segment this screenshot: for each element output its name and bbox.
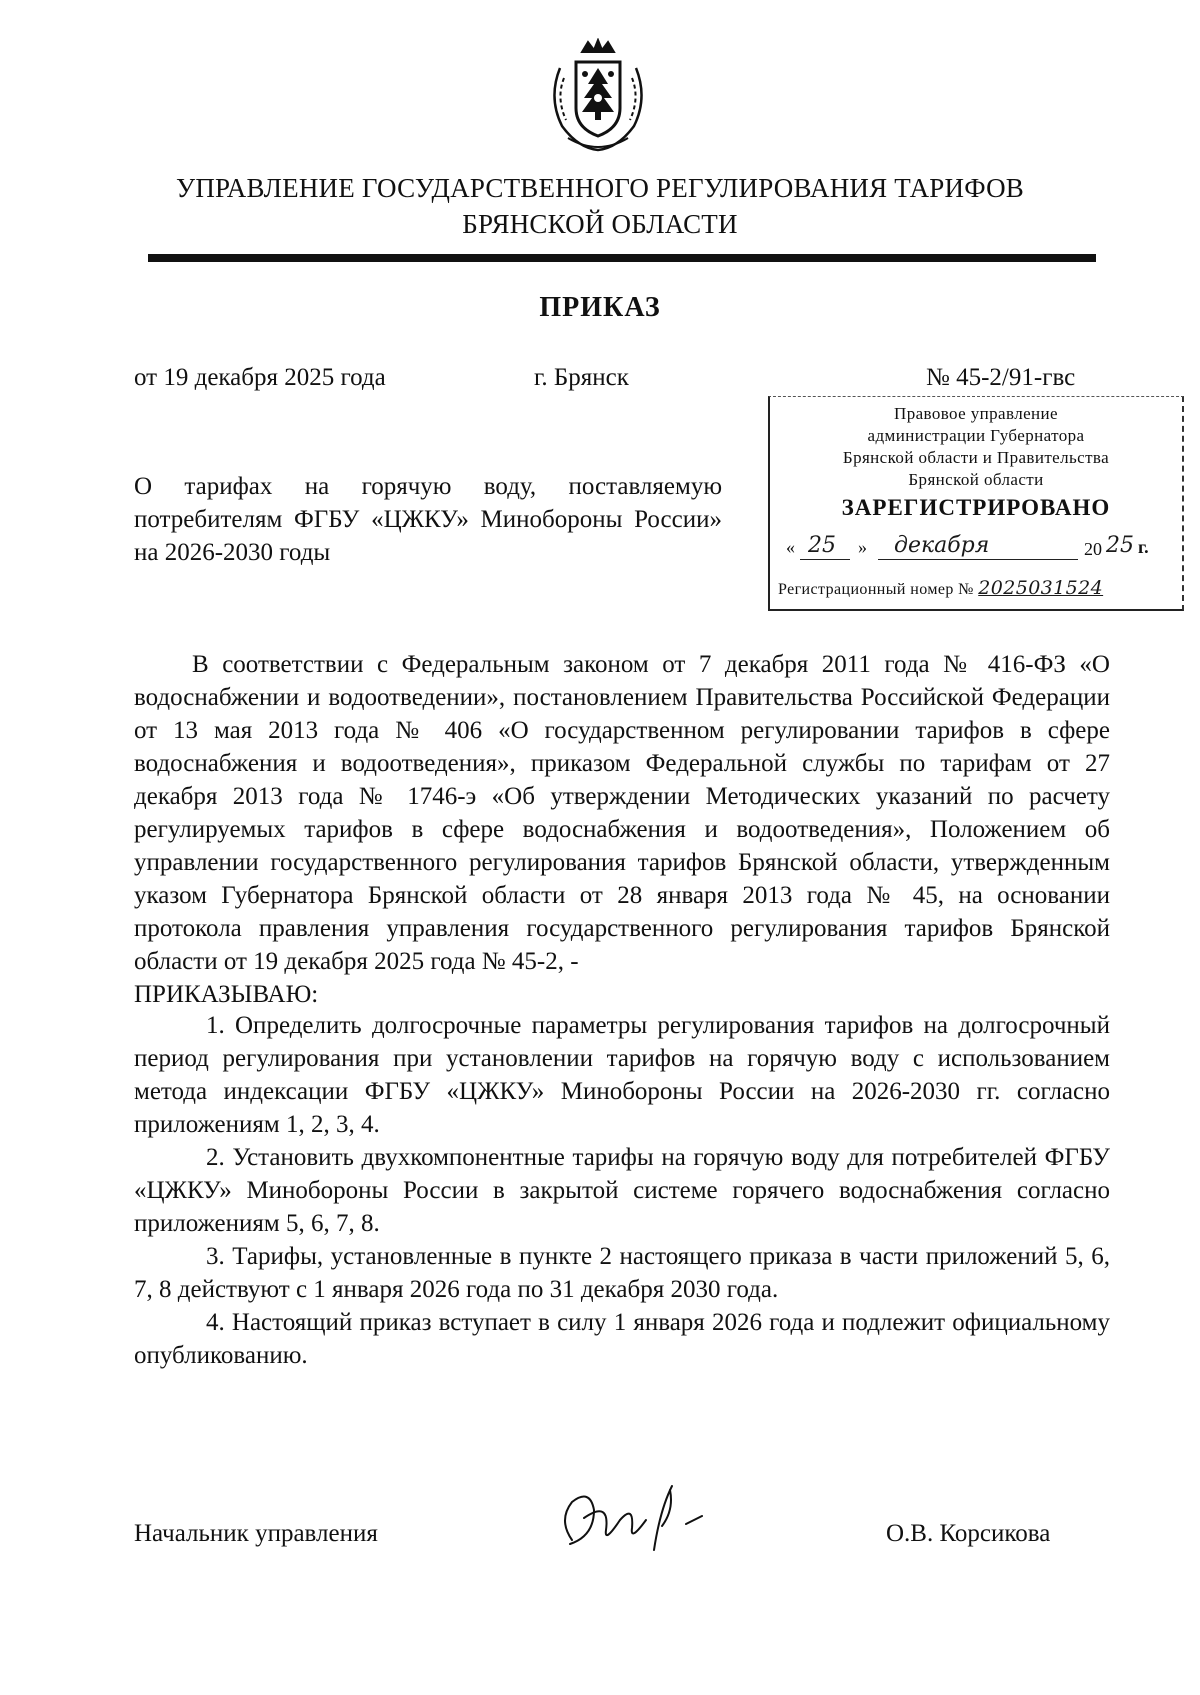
order-number: № 45-2/91-гвс xyxy=(926,364,1076,391)
stamp-year-suffix: 25 xyxy=(1106,533,1134,558)
signatory-name: О.В. Корсикова xyxy=(886,1520,1051,1547)
coat-of-arms-icon xyxy=(538,38,658,156)
org-title-line2: БРЯНСКОЙ ОБЛАСТИ xyxy=(462,209,738,239)
preamble-text: В соответствии с Федеральным законом от 7 декабря 2011 года № 416-ФЗ «О водоснабжении и водоотведении», постановлением Правительства Российской Федерации от 13 мая 2013 года № 406 «О государственном регулировании тарифов в сфере водоснабжения и водоотведения», приказом Федеральной службы по тарифам от 27 декабря 2013 года № 1746-э «Об утверждении Методических указаний по расчету регулируемых тарифов в сфере водоснабжения и водоотведения», Положением об управлении государственного регулирования тарифов Брянской области, утвержденным указом Губернатора Брянской области от 28 января 2013 года № 45, на основании протокола правления управления государственного регулирования тарифов Брянской области от 19 декабря 2025 года № 45-2, - xyxy=(134,651,1110,975)
preamble xyxy=(134,648,1110,1011)
order-subject-text: О тарифах на горячую воду, поставляемую потребителям ФГБУ «ЦЖКУ» Минобороны России» на 2026-2030 годы xyxy=(134,473,722,566)
stamp-line3: Брянской области и Правительства xyxy=(842,448,1110,467)
stamp-date: « 25 » декабря 20 25 г. xyxy=(786,533,1149,559)
stamp-registered: ЗАРЕГИСТРИРОВАНО xyxy=(841,495,1111,520)
order-item-4: 4. Настоящий приказ вступает в силу 1 января 2026 года и подлежит официальному опубликованию. xyxy=(134,1309,1110,1369)
stamp-line1: Правовое управление xyxy=(894,404,1058,423)
document-type: ПРИКАЗ xyxy=(539,292,661,323)
signature-icon xyxy=(550,1480,720,1558)
order-item-1: 1. Определить долгосрочные параметры регулирования тарифов на долгосрочный период регулирования при установлении тарифов на горячую воду с использованием метода индексации ФГБУ «ЦЖКУ» Минобороны России на 2026-2030 гг. согласно приложениям 1, 2, 3, 4. xyxy=(134,1012,1110,1138)
signatory-position: Начальник управления xyxy=(134,1520,378,1547)
stamp-reg-number-label: Регистрационный номер № xyxy=(778,581,974,598)
order-date: от 19 декабря 2025 года xyxy=(134,364,386,391)
stamp-year-prefix: 20 xyxy=(1084,539,1102,559)
stamp-reg-number-value: 2025031524 xyxy=(978,577,1104,599)
order-item-2: 2. Установить двухкомпонентные тарифы на горячую воду для потребителей ФГБУ «ЦЖКУ» Минобороны России в закрытой системе горячего водоснабжения согласно приложениям 5, 6, 7, 8. xyxy=(134,1144,1110,1237)
stamp-day: 25 xyxy=(808,533,836,558)
order-city: г. Брянск xyxy=(534,364,629,391)
registration-stamp xyxy=(768,396,1184,611)
org-title-line1: УПРАВЛЕНИЕ ГОСУДАРСТВЕННОГО РЕГУЛИРОВАНИЯ ТАРИФОВ xyxy=(176,173,1024,203)
order-item-3: 3. Тарифы, установленные в пункте 2 настоящего приказа в части приложений 5, 6, 7, 8 действуют с 1 января 2026 года по 31 декабря 2030 года. xyxy=(134,1243,1110,1303)
order-items xyxy=(134,1009,1110,1372)
stamp-month: декабря xyxy=(894,533,990,558)
stamp-year-label: г. xyxy=(1138,537,1149,557)
stamp-line2: администрации Губернатора xyxy=(867,426,1085,445)
order-subject xyxy=(134,470,722,569)
stamp-reg-number xyxy=(778,577,1178,599)
stamp-line4: Брянской области xyxy=(908,470,1044,489)
header-divider xyxy=(148,254,1096,262)
order-word: ПРИКАЗЫВАЮ: xyxy=(134,981,319,1008)
